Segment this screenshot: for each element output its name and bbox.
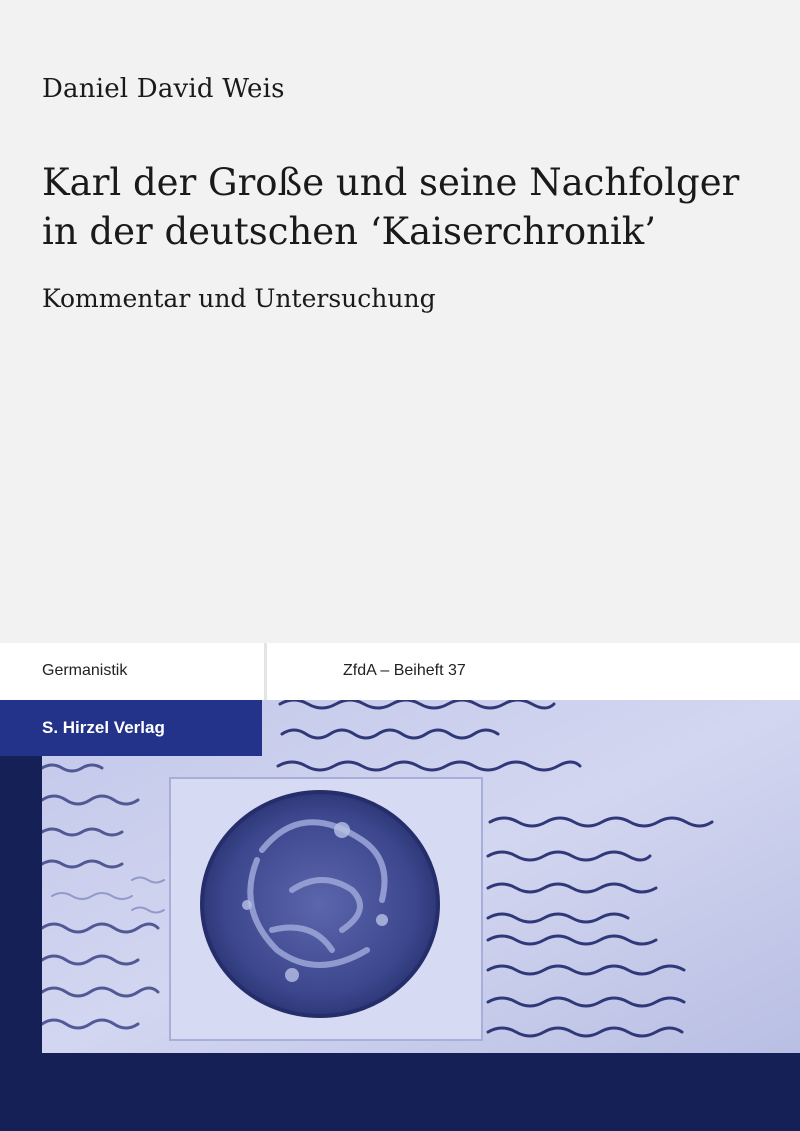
title-line-1: Karl der Große und seine Nachfolger <box>42 161 740 204</box>
navy-bottom-strip <box>0 1053 800 1131</box>
book-title <box>42 158 782 256</box>
series-volume: ZfdA – Beiheft 37 <box>343 662 466 679</box>
author-name: Daniel David Weis <box>42 74 285 104</box>
publisher-name: S. Hirzel Verlag <box>42 718 165 737</box>
series-divider <box>264 643 267 700</box>
series-discipline: Germanistik <box>42 662 128 679</box>
title-line-2: in der deutschen ‘Kaiserchronik’ <box>42 210 656 253</box>
book-subtitle: Kommentar und Untersuchung <box>42 284 436 313</box>
